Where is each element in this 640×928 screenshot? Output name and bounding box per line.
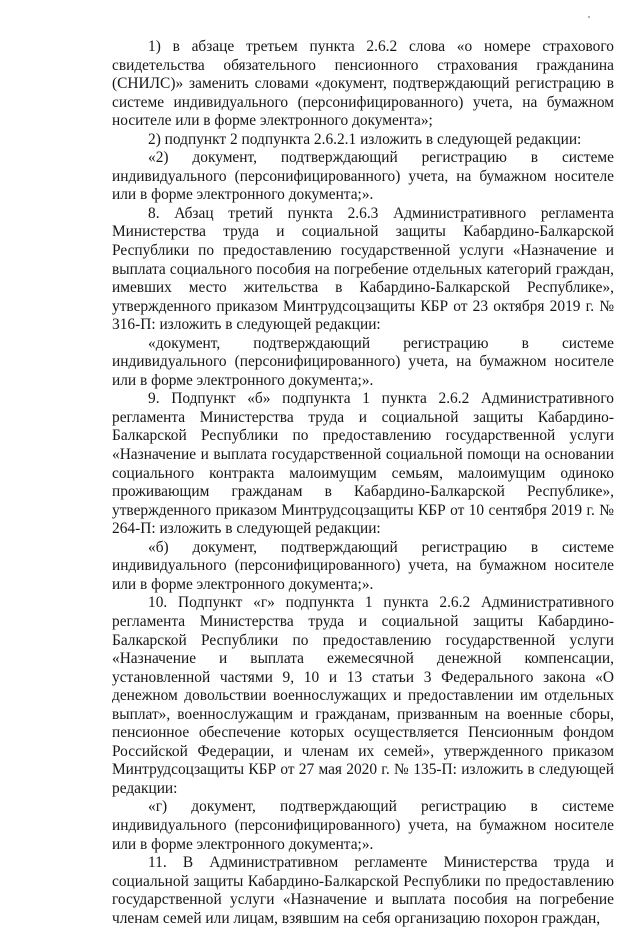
paragraph-subitem-2-new-wording: «2) документ, подтверждающий регистрацию в системе индивидуального (персонифицированного) учета, на бумажном носителе или в форме электронного документа;».: [112, 149, 614, 204]
document-body: [112, 38, 614, 928]
paragraph-item-10: 10. Подпункт «г» подпункта 1 пункта 2.6.2 Административного регламента Министерства труда и социальной защиты Кабардино-Балкарской Республики по предоставлению государственной услуги «Назначение и выплата ежемесячной денежной компенсации, установленной частями 9, 10 и 13 статьи 3 Федерального закона «О денежном довольствии военнослужащих и предоставлении им отдельных выплат», военнослужащим и гражданам, призванным на военные сборы, пенсионное обеспечение которых осуществляется Пенсионным фондом Российской Федерации, и членам их семей», утвержденного приказом Минтрудсоцзащиты КБР от 27 мая 2020 г. № 135-П: изложить в следующей редакции:: [112, 594, 614, 797]
paragraph-item-8: 8. Абзац третий пункта 2.6.3 Административного регламента Министерства труда и социальной защиты Кабардино-Балкарской Республики по предоставлению государственной услуги «Назначение и выплата социального пособия на погребение отдельных категорий граждан, имевших место жительства в Кабардино-Балкарской Республике», утвержденного приказом Минтрудсоцзащиты КБР от 23 октября 2019 г. № 316-П: изложить в следующей редакции:: [112, 204, 614, 334]
paragraph-item-9: 9. Подпункт «б» подпункта 1 пункта 2.6.2 Административного регламента Министерства труда и социальной защиты Кабардино-Балкарской Республики по предоставлению государственной услуги «Назначение и выплата государственной социальной помощи на основании социального контракта малоимущим семьям, малоимущим одиноко проживающим гражданам в Кабардино-Балкарской Республике», утвержденного приказом Минтрудсоцзащиты КБР от 10 сентября 2019 г. № 264-П: изложить в следующей редакции:: [112, 390, 614, 538]
paragraph-subitem-2: 2) подпункт 2 подпункта 2.6.2.1 изложить в следующей редакции:: [148, 130, 582, 148]
paragraph-item-10-new-wording: «г) документ, подтверждающий регистрацию в системе индивидуального (персонифицированного) учета, на бумажном носителе или в форме электронного документа;».: [112, 798, 614, 853]
scan-speck: [588, 16, 590, 18]
paragraph-item-8-new-wording: «документ, подтверждающий регистрацию в системе индивидуального (персонифицированного) учета, на бумажном носителе или в форме электронного документа;».: [112, 334, 614, 389]
paragraph-subitem-1: 1) в абзаце третьем пункта 2.6.2 слова «о номере страхового свидетельства обязательного пенсионного страхования гражданина (СНИЛС)» заменить словами «документ, подтверждающий регистрацию в системе индивидуального (персонифицированного) учета, на бумажном носителе или в форме электронного документа»;: [112, 38, 614, 130]
paragraph-item-11: 11. В Административном регламенте Министерства труда и социальной защиты Кабардино-Балкарской Республики по предоставлению государственной услуги «Назначение и выплата пособия на погребение членам семей или лицам, взявшим на себя организацию похорон граждан,: [112, 854, 614, 927]
paragraph-item-9-new-wording: «б) документ, подтверждающий регистрацию в системе индивидуального (персонифицированного) учета, на бумажном носителе или в форме электронного документа;».: [112, 538, 614, 593]
